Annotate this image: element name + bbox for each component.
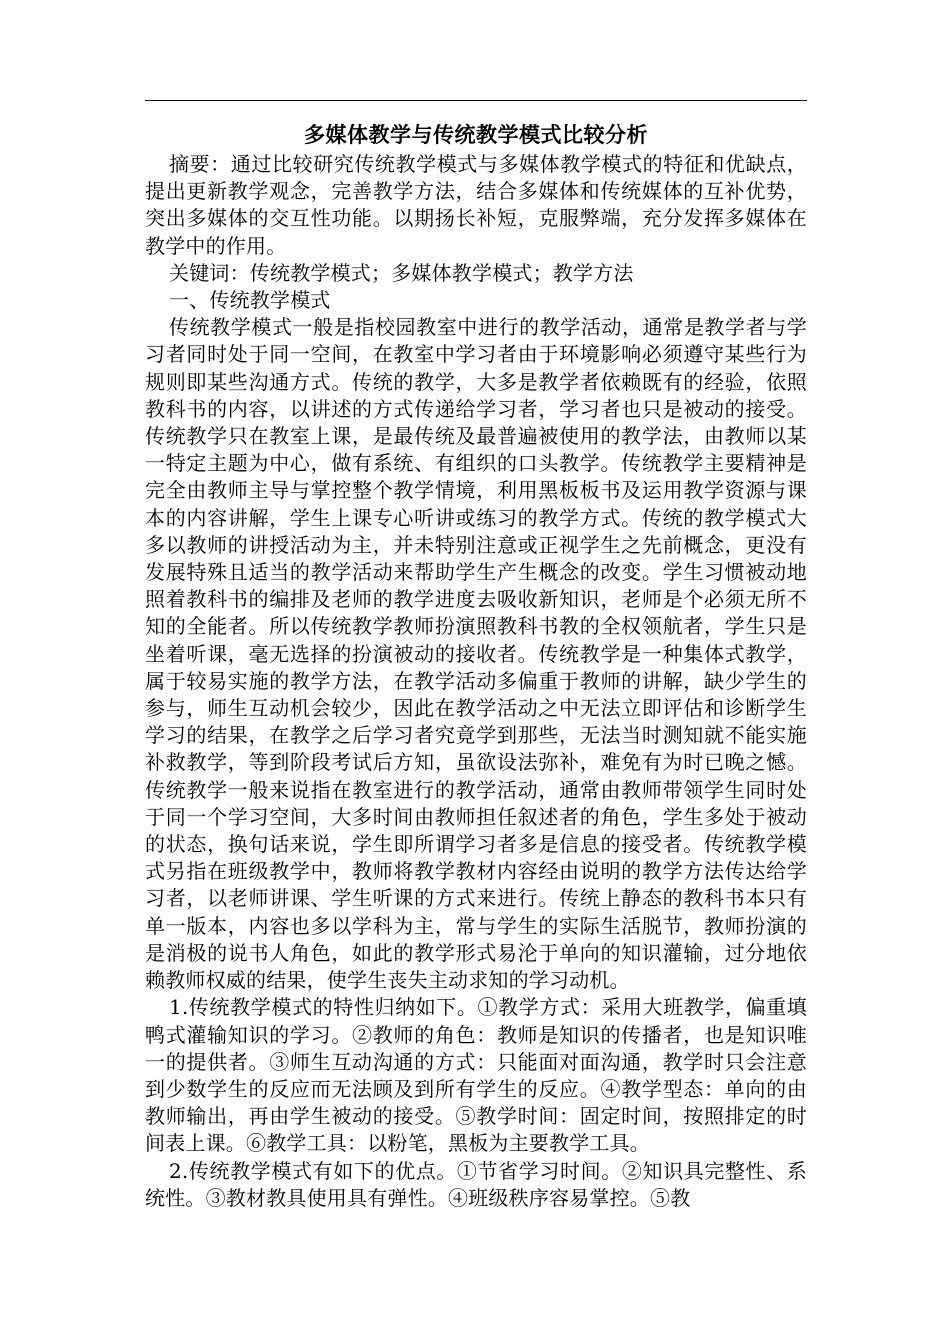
body-paragraph: 2.传统教学模式有如下的优点。①节省学习时间。②知识具完整性、系统性。③教材教具使用具有弹性。④班级秩序容易掌控。⑤教 [145, 1158, 807, 1210]
abstract-paragraph: 摘要：通过比较研究传统教学模式与多媒体教学模式的特征和优缺点，提出更新教学观念，完善教学方法，结合多媒体和传统媒体的互补优势，突出多媒体的交互性功能。以期扬长补短，克服弊端，充分发挥多媒体在教学中的作用。 [145, 152, 807, 258]
body-paragraph: 1.传统教学模式的特性归纳如下。①教学方式：采用大班教学，偏重填鸭式灌输知识的学习。②教师的角色：教师是知识的传播者，也是知识唯一的提供者。③师生互动沟通的方式：只能面对面沟通，教学时只会注意到少数学生的反应而无法顾及到所有学生的反应。④教学型态：单向的由教师输出，再由学生被动的接受。⑤教学时间：固定时间，按照排定的时间表上课。⑥教学工具：以粉笔，黑板为主要教学工具。 [145, 995, 807, 1156]
header-rule [145, 100, 807, 101]
document-body [145, 118, 807, 1212]
keywords-paragraph: 关键词：传统教学模式；多媒体教学模式；教学方法 [169, 260, 634, 285]
section-heading: 一、传统教学模式 [169, 288, 331, 313]
document-title: 多媒体教学与传统教学模式比较分析 [304, 122, 648, 147]
body-paragraph: 传统教学模式一般是指校园教室中进行的教学活动，通常是教学者与学习者同时处于同一空间，在教室中学习者由于环境影响必须遵守某些行为规则即某些沟通方式。传统的教学，大多是教学者依赖既有的经验，依照教科书的内容，以讲述的方式传递给学习者，学习者也只是被动的接受。传统教学只在教室上课，是最传统及最普遍被使用的教学法，由教师以某一特定主题为中心，做有系统、有组织的口头教学。传统教学主要精神是完全由教师主导与掌控整个教学情境，利用黑板板书及运用教学资源与课本的内容讲解，学生上课专心听讲或练习的教学方式。传统的教学模式大多以教师的讲授活动为主，并未特别注意或正视学生之先前概念，更没有发展特殊且适当的教学活动来帮助学生产生概念的改变。学生习惯被动地照着教科书的编排及老师的教学进度去吸收新知识，老师是个必须无所不知的全能者。所以传统教学教师扮演照教科书教的全权领航者，学生只是坐着听课，毫无选择的扮演被动的接收者。传统教学是一种集体式教学，属于较易实施的教学方法，在教学活动多偏重于教师的讲解，缺少学生的参与，师生互动机会较少，因此在教学活动之中无法立即评估和诊断学生学习的结果，在教学之后学习者究竟学到那些，无法当时测知就不能实施补救教学，等到阶段考试后方知，虽欲设法弥补，难免有为时已晚之憾。传统教学一般来说指在教室进行的教学活动，通常由教师带领学生同时处于同一个学习空间，大多时间由教师担任叙述者的角色，学生多处于被动的状态，换句话来说，学生即所谓学习者多是信息的接受者。传统教学模式另指在班级教学中，教师将教学教材内容经由说明的教学方法传达给学习者，以老师讲课、学生听课的方式来进行。传统上静态的教科书本只有单一版本，内容也多以学科为主，常与学生的实际生活脱节，教师扮演的是消极的说书人角色，如此的教学形式易沦于单向的知识灌输，过分地依赖教师权威的结果，使学生丧失主动求知的学习动机。 [145, 315, 807, 993]
